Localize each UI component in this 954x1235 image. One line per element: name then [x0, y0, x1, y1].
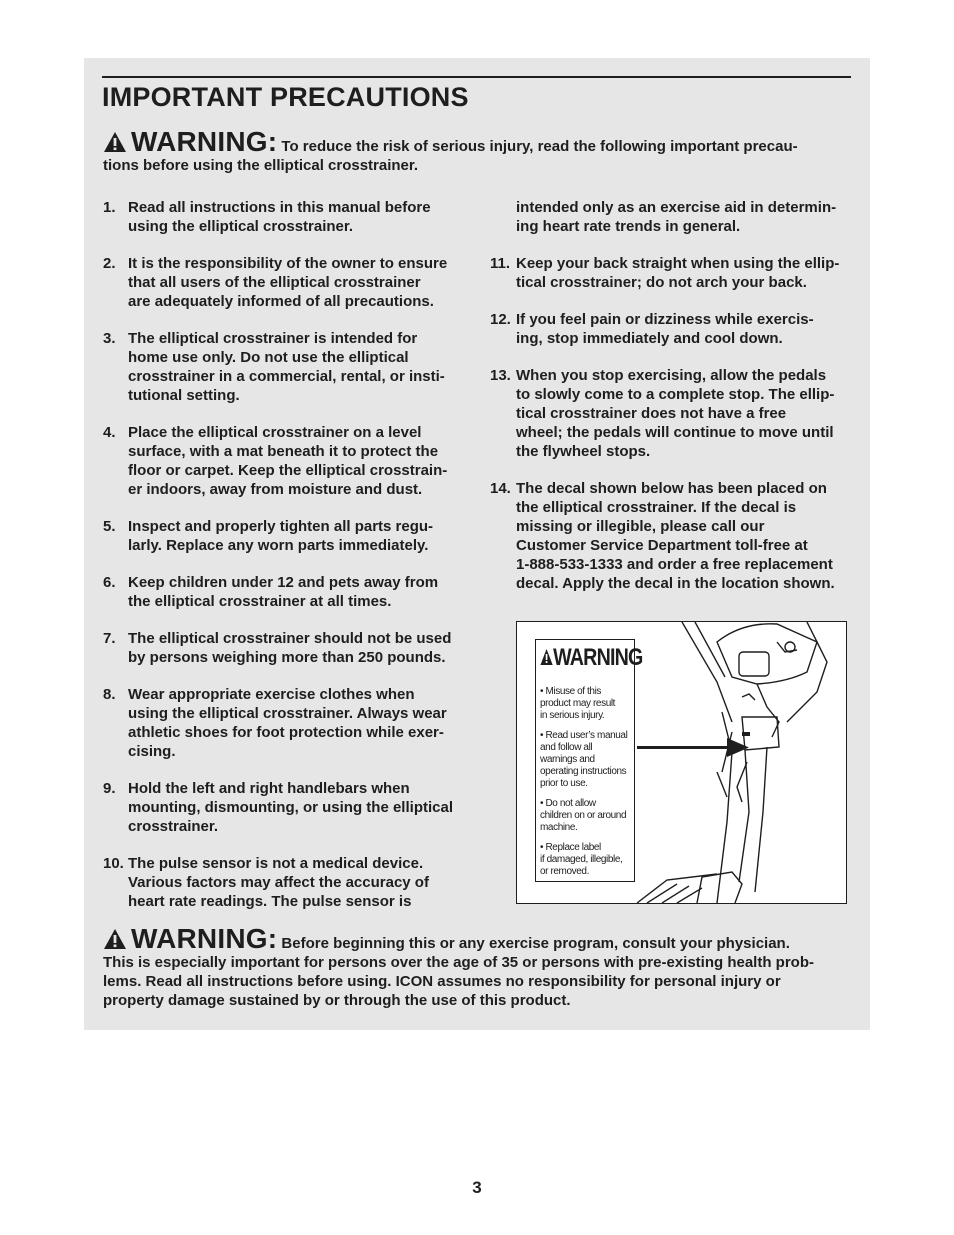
precaution-line: larly. Replace any worn parts immediately. — [128, 537, 429, 554]
precaution-item — [103, 254, 465, 311]
decal-bullets — [540, 686, 634, 886]
precaution-line: If you feel pain or dizziness while exercis- — [516, 311, 814, 328]
precaution-number: 12. — [490, 311, 511, 328]
decal-line: operating instructions — [540, 766, 627, 777]
warning-decal — [535, 639, 643, 882]
precaution-line: Keep children under 12 and pets away from — [128, 574, 439, 591]
decal-line: • Replace label — [540, 842, 601, 853]
warning-intro-text: To reduce the risk of serious injury, read the following important precau- — [281, 138, 798, 155]
precaution-number: 8. — [103, 686, 116, 703]
decal-line: • Read user’s manual — [540, 730, 628, 741]
precaution-item — [490, 366, 854, 461]
precaution-item — [103, 685, 465, 761]
precaution-item — [490, 479, 854, 593]
precaution-line: ing heart rate trends in general. — [516, 218, 741, 235]
decal-line: • Misuse of this — [540, 686, 602, 697]
precaution-line: by persons weighing more than 250 pounds. — [128, 649, 446, 666]
precaution-line: athletic shoes for foot protection while exer- — [128, 724, 444, 741]
precaution-number: 7. — [103, 630, 116, 647]
precaution-item — [490, 254, 854, 292]
precaution-number: 14. — [490, 480, 511, 497]
precaution-line: The elliptical crosstrainer is intended for — [128, 330, 418, 347]
precaution-number: 5. — [103, 518, 116, 535]
precaution-line: the elliptical crosstrainer. If the decal is — [516, 499, 797, 516]
precaution-item — [103, 779, 465, 836]
precaution-number: 1. — [103, 199, 116, 216]
decal-line: or removed. — [540, 866, 589, 877]
precaution-line: missing or illegible, please call our — [516, 518, 765, 535]
precaution-line: are adequately informed of all precautions. — [128, 293, 434, 310]
precaution-line: using the elliptical crosstrainer. — [128, 218, 354, 235]
precaution-line: mounting, dismounting, or using the elliptical — [128, 799, 453, 816]
precaution-line: The pulse sensor is not a medical device. — [128, 855, 424, 872]
decal-line: in serious injury. — [540, 710, 605, 721]
precaution-line: to slowly come to a complete stop. The ellip- — [516, 386, 835, 403]
warning-intro — [103, 128, 853, 175]
precaution-line: er indoors, away from moisture and dust. — [128, 481, 423, 498]
precaution-line: 1-888-533-1333 and order a free replacement — [516, 556, 833, 573]
precautions-left-column — [103, 198, 465, 929]
precaution-line: the elliptical crosstrainer at all times. — [128, 593, 392, 610]
precaution-line: tical crosstrainer does not have a free — [516, 405, 787, 422]
decal-line: product may result — [540, 698, 616, 709]
warning-physician-line-1: This is especially important for persons over the age of 35 or persons with pre-existing health prob- — [103, 954, 814, 971]
decal-line: prior to use. — [540, 778, 588, 789]
precaution-line: The elliptical crosstrainer should not be used — [128, 630, 452, 647]
precaution-line: decal. Apply the decal in the location shown. — [516, 575, 835, 592]
precaution-item-10-continued — [490, 198, 854, 236]
top-rule — [102, 76, 851, 78]
decal-warning-triangle-icon — [540, 648, 553, 666]
precaution-line: Hold the left and right handlebars when — [128, 780, 410, 797]
decal-bullet — [540, 798, 634, 834]
precaution-line: wheel; the pedals will continue to move until — [516, 424, 834, 441]
precaution-line: Various factors may affect the accuracy of — [128, 874, 429, 891]
precaution-line: crosstrainer. — [128, 818, 219, 835]
precautions-right-column — [490, 198, 854, 611]
decal-line: • Do not allow — [540, 798, 596, 809]
decal-heading — [540, 644, 643, 672]
warning-triangle-icon — [103, 131, 127, 153]
warning-physician — [103, 925, 853, 1010]
warning-label: WARNING: — [131, 923, 278, 954]
decal-illustration — [516, 621, 847, 904]
precaution-number: 2. — [103, 255, 116, 272]
warning-physician-line-3: property damage sustained by or through the use of this product. — [103, 992, 571, 1009]
precaution-line: tical crosstrainer; do not arch your back. — [516, 274, 807, 291]
warning-label: WARNING: — [131, 126, 278, 157]
precaution-line: heart rate readings. The pulse sensor is — [128, 893, 412, 910]
precaution-line: When you stop exercising, allow the pedals — [516, 367, 827, 384]
precaution-line: ing, stop immediately and cool down. — [516, 330, 783, 347]
decal-line: if damaged, illegible, — [540, 854, 623, 865]
precaution-line: Wear appropriate exercise clothes when — [128, 686, 415, 703]
page-title: IMPORTANT PRECAUTIONS — [102, 82, 469, 112]
decal-line: warnings and — [540, 754, 595, 765]
decal-bullet — [540, 730, 634, 790]
precaution-line: the flywheel stops. — [516, 443, 651, 460]
precaution-item — [103, 423, 465, 499]
precaution-item — [103, 198, 465, 236]
precaution-line: tutional setting. — [128, 387, 240, 404]
decal-line: children on or around — [540, 810, 627, 821]
precaution-line: that all users of the elliptical crosstrainer — [128, 274, 421, 291]
warning-intro-text-2: tions before using the elliptical crosstrainer. — [103, 157, 419, 174]
decal-line: machine. — [540, 822, 578, 833]
precaution-item — [103, 629, 465, 667]
decal-heading-text: WARNING — [553, 644, 643, 671]
precaution-line: Customer Service Department toll-free at — [516, 537, 808, 554]
precaution-line: using the elliptical crosstrainer. Always wear — [128, 705, 447, 722]
precaution-number: 13. — [490, 367, 511, 384]
precaution-number: 6. — [103, 574, 116, 591]
warning-physician-line-2: lems. Read all instructions before using. ICON assumes no responsibility for personal injury or — [103, 973, 781, 990]
precaution-line: It is the responsibility of the owner to ensure — [128, 255, 448, 272]
precaution-item — [490, 310, 854, 348]
precaution-line: surface, with a mat beneath it to protect the — [128, 443, 439, 460]
precaution-line: crosstrainer in a commercial, rental, or insti- — [128, 368, 445, 385]
precaution-line: cising. — [128, 743, 176, 760]
precaution-number: 11. — [490, 255, 511, 272]
precaution-number: 4. — [103, 424, 116, 441]
precaution-line: Read all instructions in this manual before — [128, 199, 431, 216]
precaution-number: 9. — [103, 780, 116, 797]
precaution-line: Place the elliptical crosstrainer on a level — [128, 424, 422, 441]
precaution-number: 3. — [103, 330, 116, 347]
precaution-line: home use only. Do not use the elliptical — [128, 349, 409, 366]
precaution-line: Keep your back straight when using the ellip- — [516, 255, 840, 272]
warning-triangle-icon — [103, 928, 127, 950]
precaution-item — [103, 329, 465, 405]
decal-line: and follow all — [540, 742, 593, 753]
warning-physician-text: Before beginning this or any exercise program, consult your physician. — [281, 935, 790, 952]
precaution-line: The decal shown below has been placed on — [516, 480, 827, 497]
precaution-line: Inspect and properly tighten all parts regu- — [128, 518, 434, 535]
page-number: 3 — [472, 1178, 482, 1197]
precaution-line: floor or carpet. Keep the elliptical crosstrain- — [128, 462, 448, 479]
decal-bullet — [540, 686, 634, 722]
precaution-line: intended only as an exercise aid in determin- — [516, 199, 837, 216]
precaution-item — [103, 854, 465, 911]
decal-bullet — [540, 842, 634, 878]
precaution-item — [103, 517, 465, 555]
precaution-number: 10. — [103, 855, 124, 872]
precaution-item — [103, 573, 465, 611]
